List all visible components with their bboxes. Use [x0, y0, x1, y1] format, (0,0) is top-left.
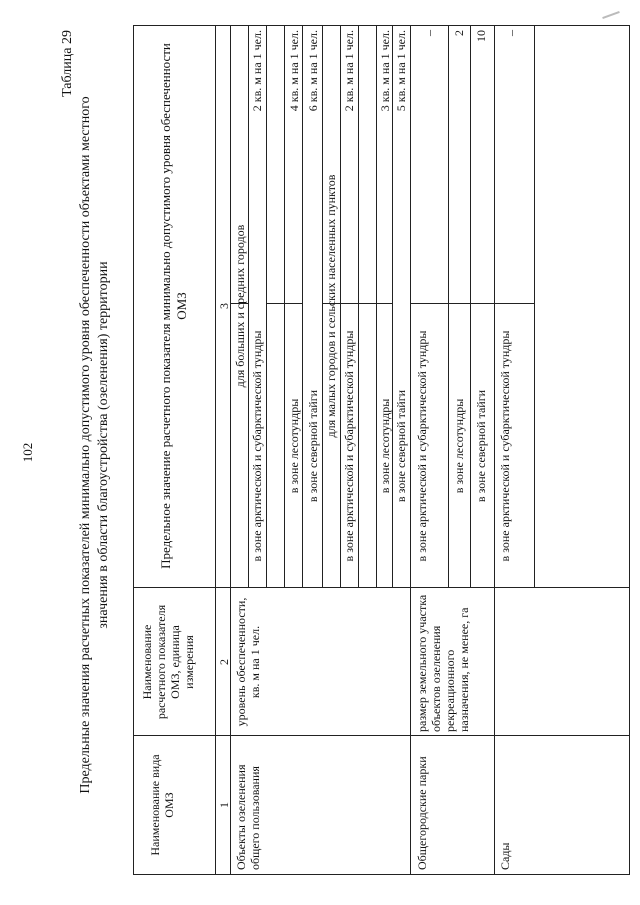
- header-col-1: Наименование вида ОМЗ: [148, 754, 176, 856]
- group-big-cities: для больших и средних городов: [233, 224, 247, 388]
- header-num-1: 1: [217, 802, 231, 808]
- grid-line: [134, 735, 630, 736]
- zone-small-arctic: в зоне арктической и субарктической тундры: [342, 330, 356, 562]
- zone-parks-arctic: в зоне арктической и субарктической тундры: [415, 330, 429, 562]
- table-caption: [77, 45, 113, 845]
- grid-line: [322, 25, 323, 588]
- zone-big-taiga: в зоне северной тайги: [306, 389, 320, 503]
- grid-line: [534, 25, 535, 588]
- caption-line-2: значения в области благоустройства (озеленения) территории: [96, 261, 111, 629]
- grid-line: [410, 25, 411, 874]
- zone-parks-taiga: в зоне северной тайги: [474, 389, 488, 503]
- header-num-3: 3: [217, 303, 231, 309]
- grid-line: [470, 25, 471, 588]
- caption-line-1: Предельные значения расчетных показателей минимально допустимого уровня обеспеченности объектами местного: [78, 96, 93, 794]
- row-name-city-parks: Общегородские парки: [415, 756, 429, 870]
- value-gardens-arctic: –: [504, 30, 518, 36]
- header-col-2: Наименование расчетного показателя ОМЗ, единица измерения: [140, 604, 196, 720]
- zone-big-arctic: в зоне арктической и субарктической тундры: [250, 330, 264, 562]
- zone-parks-forest-tundra: в зоне лесотундры: [452, 398, 466, 494]
- row-indicator-parks-general: уровень обеспеченности, кв. м на 1 чел.: [234, 597, 262, 727]
- grid-line: [215, 25, 216, 874]
- grid-line: [376, 25, 377, 588]
- value-big-forest-tundra: 4 кв. м на 1 чел.: [287, 30, 301, 112]
- grid-line: [358, 25, 359, 588]
- grid-line: [248, 25, 249, 588]
- page-number: 102: [20, 442, 35, 463]
- grid-line: [284, 25, 285, 588]
- value-small-forest-tundra: 3 кв. м на 1 чел.: [378, 30, 392, 112]
- grid-line: [340, 25, 341, 588]
- header-col-3: Предельное значение расчетного показателя минимально допустимого уровня обеспеченности ОМЗ: [158, 43, 189, 569]
- value-big-taiga: 6 кв. м на 1 чел.: [306, 30, 320, 112]
- value-parks-forest-tundra: 2: [452, 30, 466, 36]
- row-name-gardens: Сады: [498, 842, 512, 870]
- zone-small-forest-tundra: в зоне лесотундры: [378, 398, 392, 494]
- row-name-parks-general: Объекты озеленения общего пользования: [234, 764, 262, 870]
- table-label: Таблица 29: [60, 30, 75, 97]
- grid-line: [302, 25, 303, 588]
- zone-small-taiga: в зоне северной тайги: [394, 389, 408, 503]
- zone-big-forest-tundra: в зоне лесотундры: [287, 398, 301, 494]
- grid-line: [392, 25, 393, 588]
- row-indicator-city-parks: размер земельного участка объектов озеленения рекреационного назначения, не менее, га: [415, 594, 471, 732]
- header-num-2: 2: [217, 659, 231, 665]
- group-small-towns: для малых городов и сельских населенных пунктов: [324, 174, 338, 438]
- grid-line: [410, 303, 534, 304]
- value-big-arctic: 2 кв. м на 1 чел.: [250, 30, 264, 112]
- grid-line: [494, 25, 495, 874]
- value-parks-arctic: –: [422, 30, 436, 36]
- value-parks-taiga: 10: [474, 30, 488, 42]
- zone-gardens-arctic: в зоне арктической и субарктической тундры: [498, 330, 512, 562]
- grid-line: [134, 587, 630, 588]
- grid-line: [266, 25, 267, 588]
- grid-line: [266, 303, 302, 304]
- value-small-taiga: 5 кв. м на 1 чел.: [394, 30, 408, 112]
- data-table: [133, 25, 630, 875]
- value-small-arctic: 2 кв. м на 1 чел.: [342, 30, 356, 112]
- grid-line: [448, 25, 449, 588]
